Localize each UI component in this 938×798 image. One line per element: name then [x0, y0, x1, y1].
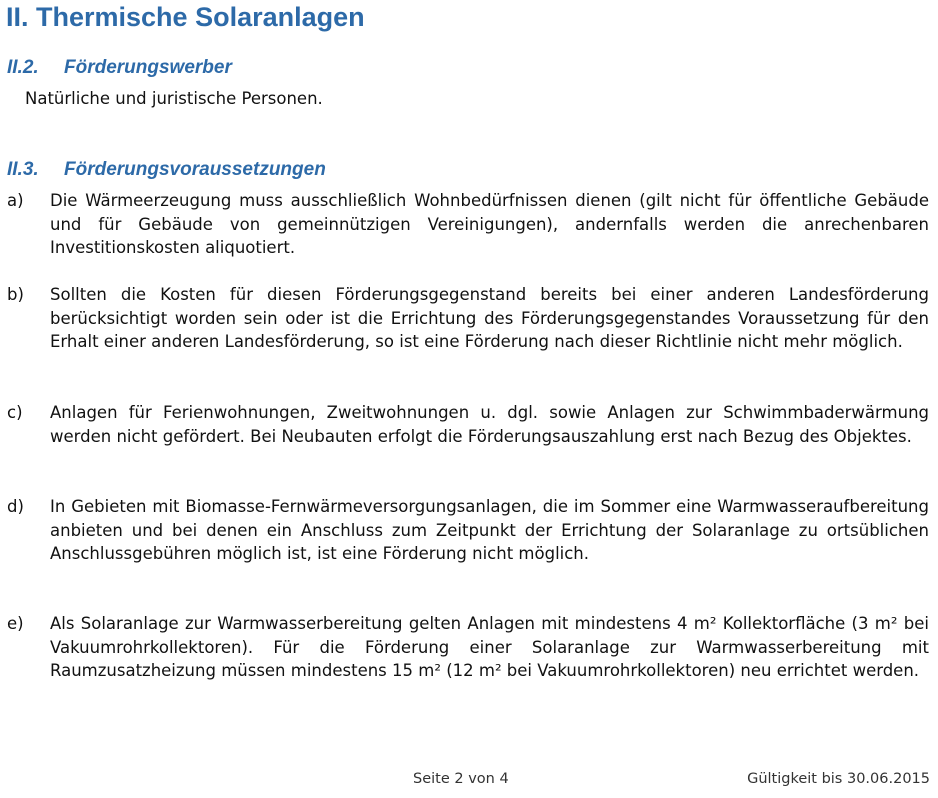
- section-heading-foerderungswerber: [7, 56, 232, 80]
- list-item-c: [7, 401, 929, 448]
- item-text: In Gebieten mit Biomasse-Fernwärmeversorgungsanlagen, die im Sommer eine Warmwasseraufbereitung anbieten und bei denen ein Anschluss zum Zeitpunkt der Errichtung der Solaranlage zu ortsüblichen Anschlussgebühren möglich ist, ist eine Förderung nicht möglich.: [50, 497, 929, 563]
- item-text: Als Solaranlage zur Warmwasserbereitung gelten Anlagen mit mindestens 4 m² Kollektorfläche (3 m² bei Vakuumrohrkollektoren). Für die Förderung einer Solaranlage zur Warmwasserbereitung mit Raumzusatzheizung müssen mindestens 15 m² (12 m² bei Vakuumrohrkollektoren) neu errichtet werden.: [50, 614, 929, 680]
- list-item-a: [7, 189, 929, 260]
- item-letter: b): [7, 285, 24, 304]
- item-text: Die Wärmeerzeugung muss ausschließlich Wohnbedürfnissen dienen (gilt nicht für öffentliche Gebäude und für Gebäude von gemeinnützigen Vereinigungen), andernfalls werden die anrechenbaren Investitionskosten aliquotiert.: [50, 191, 929, 257]
- list-item-d: [7, 495, 929, 566]
- item-letter: c): [7, 403, 23, 422]
- section-number: II.2.: [7, 57, 39, 78]
- page-title: II. Thermische Solaranlagen: [6, 2, 365, 32]
- page-number: Seite 2 von 4: [413, 771, 509, 787]
- item-letter: e): [7, 614, 24, 633]
- section-heading-foerderungsvoraussetzungen: [7, 158, 326, 182]
- item-text: Sollten die Kosten für diesen Förderungsgegenstand bereits bei einer anderen Landesförderung berücksichtigt worden sein oder ist die Errichtung des Förderungsgegenstandes Voraussetzung für den Erhalt einer anderen Landesförderung, so ist eine Förderung nach dieser Richtlinie nicht mehr möglich.: [50, 285, 929, 351]
- section-number: II.3.: [7, 159, 39, 180]
- item-letter: d): [7, 497, 24, 516]
- section-text: Natürliche und juristische Personen.: [25, 89, 323, 108]
- list-item-b: [7, 283, 929, 354]
- section-title: Förderungsvoraussetzungen: [64, 159, 326, 180]
- section-title: Förderungswerber: [64, 57, 232, 78]
- item-letter: a): [7, 191, 24, 210]
- validity-date: Gültigkeit bis 30.06.2015: [747, 771, 930, 787]
- list-item-e: [7, 612, 929, 683]
- item-text: Anlagen für Ferienwohnungen, Zweitwohnungen u. dgl. sowie Anlagen zur Schwimmbaderwärmung werden nicht gefördert. Bei Neubauten erfolgt die Förderungsauszahlung erst nach Bezug des Objektes.: [50, 403, 929, 446]
